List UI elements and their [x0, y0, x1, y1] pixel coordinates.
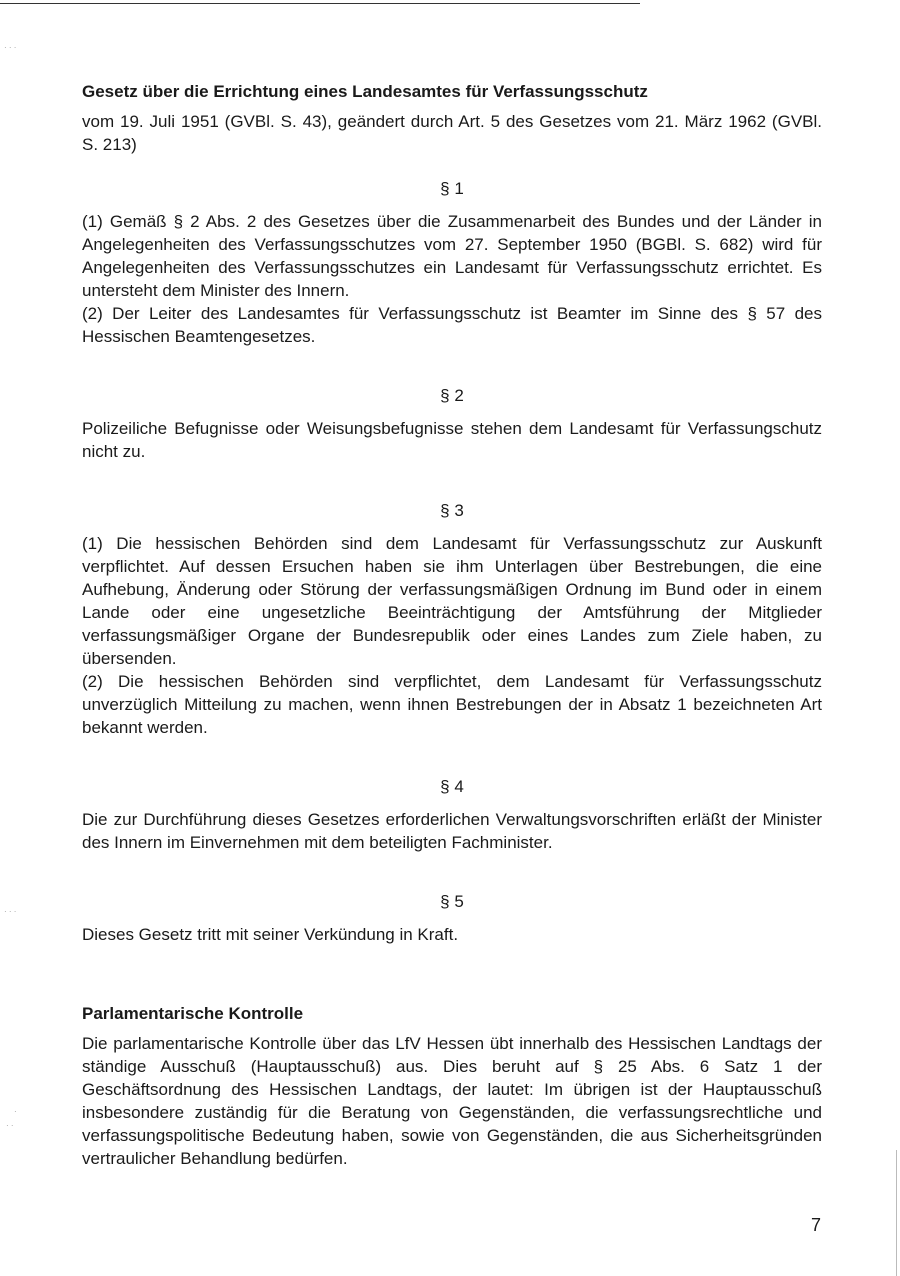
section-heading: § 2	[440, 386, 464, 405]
section-paragraph: (1) Die hessischen Behörden sind dem Landesamt für Verfassungsschutz zur Auskunft verpflichtet. Auf dessen Ersuchen haben sie ihm Unterlagen über Bestrebungen, die eine Aufhebung, Änderung oder Störung der verfassungsmäßigen Ordnung im Bund oder in einem Lande oder eine ungesetzliche Beeinträchtigung der Amtsführung der Mitglieder verfassungsmäßiger Organe der Bundesrepublik oder eines Landes zum Ziele haben, zu übersenden.	[82, 534, 822, 668]
scan-speck: ·	[14, 1107, 17, 1116]
section-3	[82, 499, 822, 739]
document-page	[82, 80, 822, 1170]
section-1	[82, 177, 822, 348]
scan-speck: · ·	[6, 1121, 14, 1130]
section-heading: § 4	[440, 777, 464, 796]
kontrolle-title: Parlamentarische Kontrolle	[82, 1004, 304, 1023]
law-subtitle: vom 19. Juli 1951 (GVBl. S. 43), geändert durch Art. 5 des Gesetzes vom 21. März 1962 (GVBl. S. 213)	[82, 112, 822, 154]
section-paragraph: (2) Der Leiter des Landesamtes für Verfassungsschutz ist Beamter im Sinne des § 57 des Hessischen Beamtengesetzes.	[82, 304, 822, 346]
section-paragraph: (1) Gemäß § 2 Abs. 2 des Gesetzes über die Zusammenarbeit des Bundes und der Länder in Angelegenheiten des Verfassungsschutzes vom 27. September 1950 (BGBl. S. 682) wird für Angelegenheiten des Verfassungsschutzes ein Landesamt für Verfassungsschutz errichtet. Es untersteht dem Minister des Innern.	[82, 212, 822, 300]
kontrolle-text: Die parlamentarische Kontrolle über das LfV Hessen übt innerhalb des Hessischen Landtags der ständige Ausschuß (Hauptausschuß) aus. Dies beruht auf § 25 Abs. 6 Satz 1 der Geschäftsordnung des Hessischen Landtags, der lautet: Im übrigen ist der Hauptausschuß insbesondere zuständig für die Beratung von Gegenständen, die verfassungsrechtliche und verfassungspolitische Bedeutung haben, sowie von Gegenständen, die aus Sicherheitsgründen vertraulicher Behandlung bedürfen.	[82, 1034, 822, 1168]
section-2	[82, 384, 822, 463]
section-heading: § 1	[440, 179, 464, 198]
page-number: 7	[811, 1215, 822, 1235]
section-heading: § 3	[440, 501, 464, 520]
section-paragraph: Die zur Durchführung dieses Gesetzes erforderlichen Verwaltungsvorschriften erläßt der Minister des Innern im Einvernehmen mit dem beteiligten Fachminister.	[82, 810, 822, 852]
law-title: Gesetz über die Errichtung eines Landesamtes für Verfassungsschutz	[82, 82, 648, 101]
scan-speck: · · ·	[4, 43, 17, 52]
section-4	[82, 775, 822, 854]
scan-edge-line	[896, 1150, 897, 1276]
section-paragraph: (2) Die hessischen Behörden sind verpflichtet, dem Landesamt für Verfassungsschutz unverzüglich Mitteilung zu machen, wenn ihnen Bestrebungen der in Absatz 1 bezeichneten Art bekannt werden.	[82, 672, 822, 737]
scan-speck: · · ·	[4, 907, 17, 916]
section-paragraph: Polizeiliche Befugnisse oder Weisungsbefugnisse stehen dem Landesamt für Verfassungschutz nicht zu.	[82, 419, 822, 461]
section-5	[82, 890, 822, 946]
top-rule	[0, 3, 640, 4]
section-heading: § 5	[440, 892, 464, 911]
section-paragraph: Dieses Gesetz tritt mit seiner Verkündung in Kraft.	[82, 925, 459, 944]
